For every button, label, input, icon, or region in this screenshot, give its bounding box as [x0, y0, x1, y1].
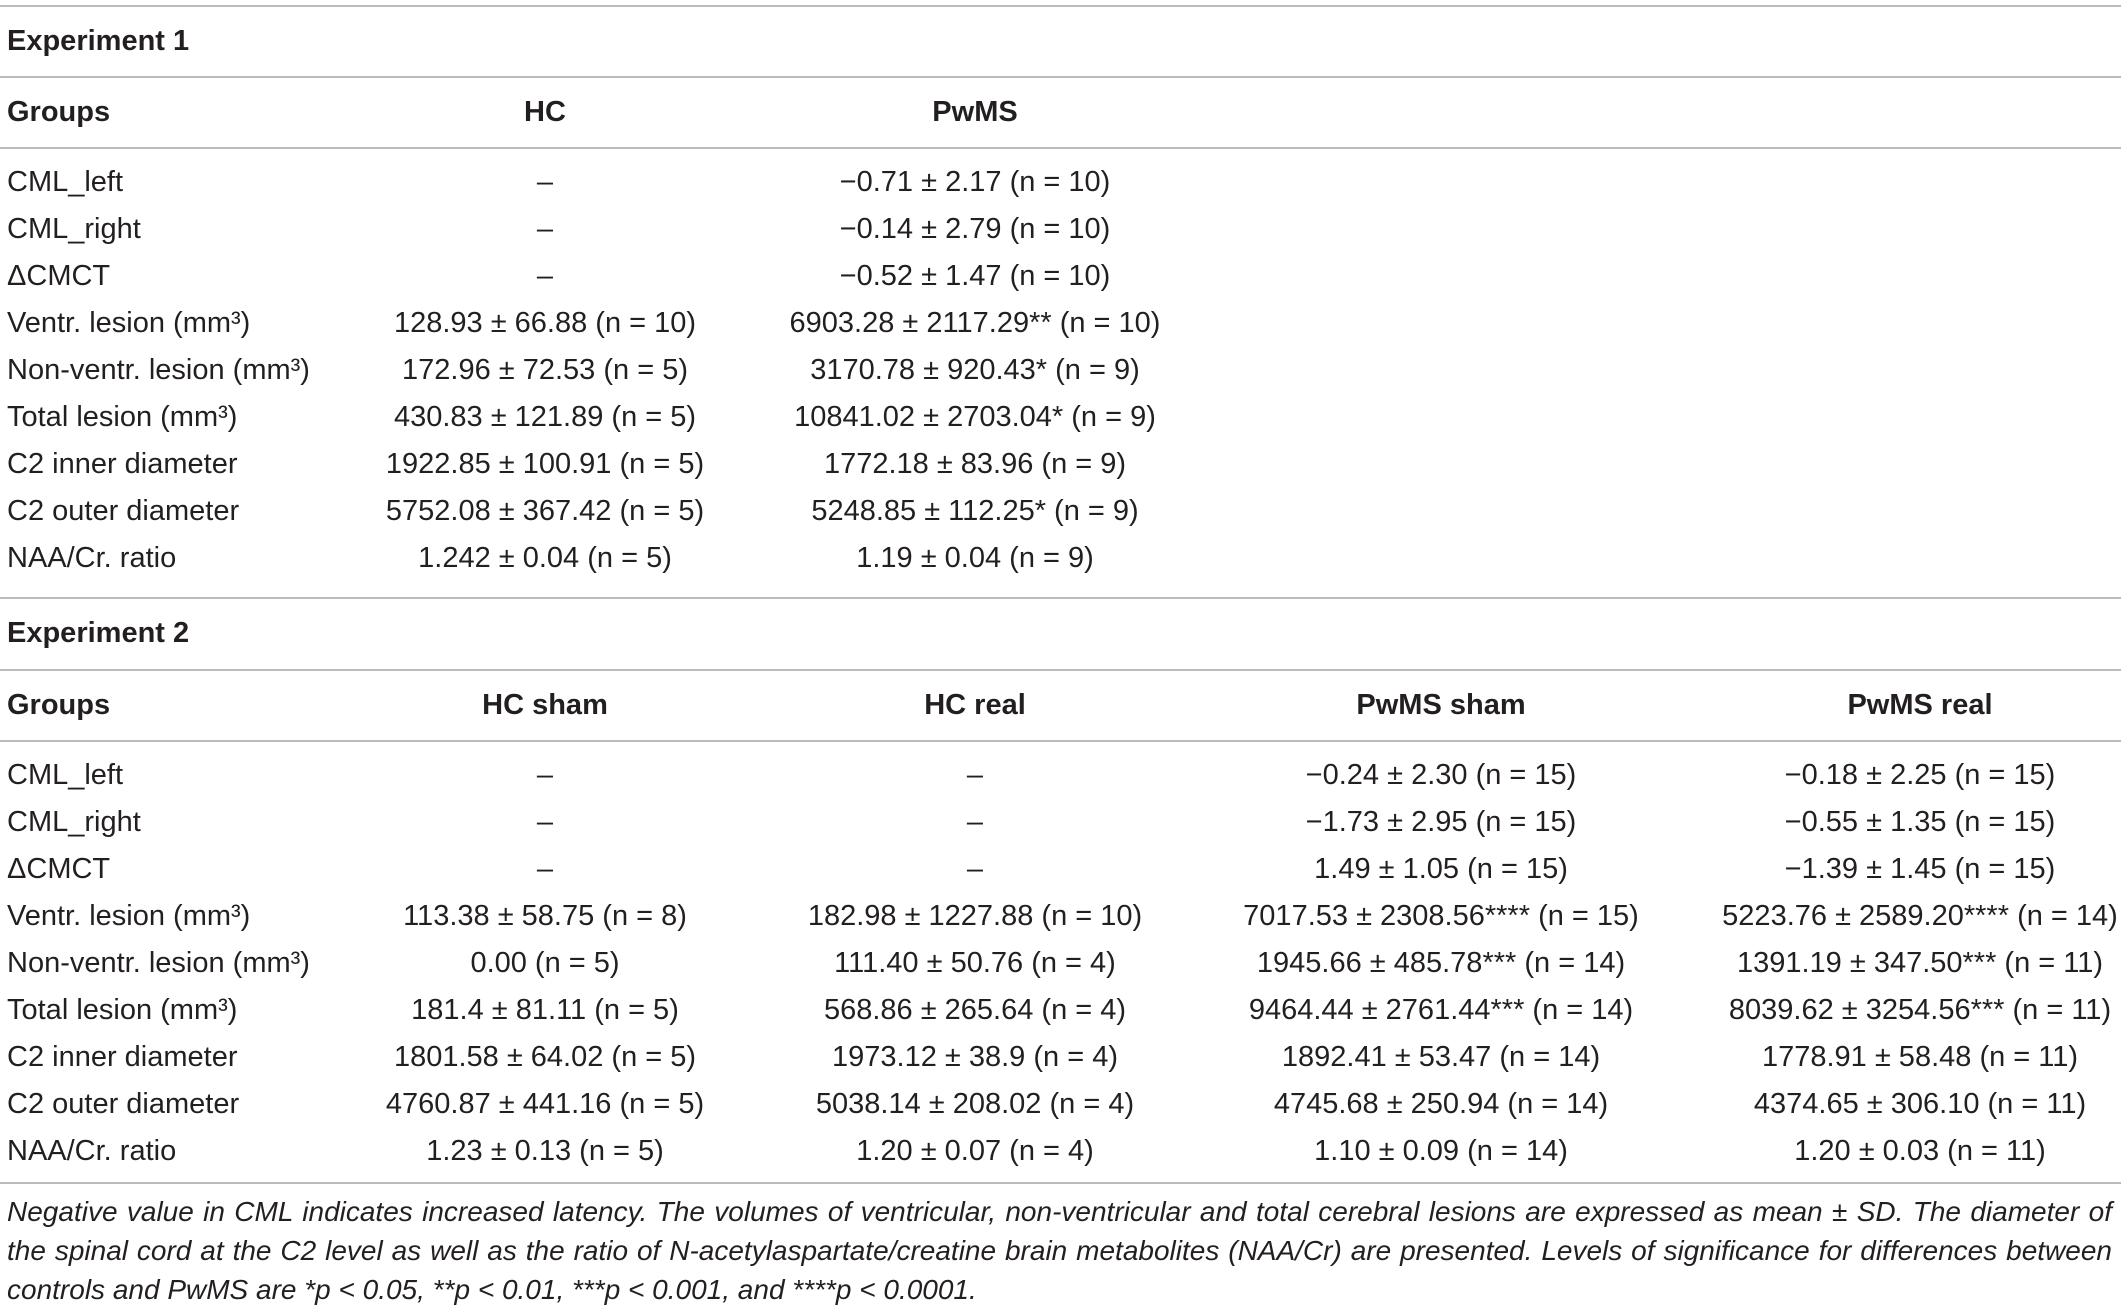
table-row [0, 1081, 2121, 1128]
table-row [0, 1128, 2121, 1175]
header-groups: Groups [7, 689, 111, 721]
cell-hc-real: 568.86 ± 265.64 (n = 4) [823, 994, 1127, 1026]
cell-hc-sham: 0.00 (n = 5) [470, 947, 620, 979]
cell-hc-sham: 181.4 ± 81.11 (n = 5) [411, 994, 679, 1026]
cell-pwms: 10841.02 ± 2703.04* (n = 9) [794, 401, 1156, 433]
cell-pwms-real: −0.55 ± 1.35 (n = 15) [1784, 806, 2056, 838]
cell-hc-real: 5038.14 ± 208.02 (n = 4) [815, 1088, 1135, 1120]
table-row [0, 488, 2121, 535]
cell-hc: – [536, 213, 554, 245]
cell-hc-real: – [966, 759, 984, 791]
cell-hc-sham: 1801.58 ± 64.02 (n = 5) [393, 1041, 697, 1073]
cell-hc-sham: – [536, 759, 554, 791]
table-row [0, 1034, 2121, 1081]
cell-hc-real: – [966, 806, 984, 838]
table-bottom-rule [0, 1182, 2121, 1184]
cell-hc-sham: 113.38 ± 58.75 (n = 8) [403, 900, 687, 932]
experiment1-title-rule [0, 76, 2121, 78]
cell-hc: – [536, 166, 554, 198]
cell-hc-real: 1.20 ± 0.07 (n = 4) [856, 1135, 1094, 1167]
table-row [0, 206, 2121, 253]
table-row [0, 940, 2121, 987]
table-row [0, 441, 2121, 488]
cell-hc-real: 111.40 ± 50.76 (n = 4) [834, 947, 1116, 979]
cell-hc-sham: 4760.87 ± 441.16 (n = 5) [385, 1088, 705, 1120]
row-label: C2 inner diameter [7, 448, 238, 480]
header-hc-sham: HC sham [482, 689, 608, 721]
experiment2-title: Experiment 2 [7, 617, 190, 649]
header-pwms-real: PwMS real [1847, 689, 1993, 721]
cell-hc-sham: 1.23 ± 0.13 (n = 5) [426, 1135, 664, 1167]
row-label: C2 inner diameter [7, 1041, 238, 1073]
header-pwms-sham: PwMS sham [1356, 689, 1526, 721]
cell-pwms: 1.19 ± 0.04 (n = 9) [856, 542, 1094, 574]
table-row [0, 535, 2121, 582]
row-label: C2 outer diameter [7, 495, 240, 527]
table-row [0, 846, 2121, 893]
cell-hc: 1.242 ± 0.04 (n = 5) [418, 542, 672, 574]
cell-pwms-sham: 7017.53 ± 2308.56**** (n = 15) [1243, 900, 1639, 932]
row-label: ΔCMCT [7, 260, 111, 292]
cell-hc: 172.96 ± 72.53 (n = 5) [402, 354, 688, 386]
table-footnote: Negative value in CML indicates increased latency. The volumes of ventricular, non-ventricular and total cerebral lesions are expressed as mean ± SD. The diameter of the spinal cord at the C2 level as well as the ratio of N-acetylaspartate/creatine brain metabolites (NAA/Cr) are presented. Levels of significance for differences between controls and PwMS are *p < 0.05, **p < 0.01, ***p < 0.001, and ****p < 0.0001. [7, 1196, 2112, 1305]
experiment2-header-row [0, 682, 2121, 729]
cell-hc-real: 1973.12 ± 38.9 (n = 4) [832, 1041, 1118, 1073]
table-top-rule [0, 5, 2121, 7]
experiment2-header-rule [0, 740, 2121, 742]
cell-pwms-real: 5223.76 ± 2589.20**** (n = 14) [1722, 900, 2118, 932]
cell-pwms: −0.71 ± 2.17 (n = 10) [839, 166, 1111, 198]
row-label: NAA/Cr. ratio [7, 542, 177, 574]
cell-pwms-sham: −1.73 ± 2.95 (n = 15) [1305, 806, 1577, 838]
cell-pwms-sham: 9464.44 ± 2761.44*** (n = 14) [1248, 994, 1634, 1026]
experiment1-header-rule [0, 147, 2121, 149]
header-groups: Groups [7, 96, 111, 128]
row-label: Total lesion (mm³) [7, 401, 238, 433]
cell-pwms: 1772.18 ± 83.96 (n = 9) [823, 448, 1127, 480]
cell-pwms-real: 4374.65 ± 306.10 (n = 11) [1753, 1088, 2087, 1120]
row-label: Non-ventr. lesion (mm³) [7, 354, 310, 386]
row-label: CML_right [7, 806, 141, 838]
cell-pwms: 3170.78 ± 920.43* (n = 9) [810, 354, 1140, 386]
row-label: Non-ventr. lesion (mm³) [7, 947, 310, 979]
cell-pwms: 5248.85 ± 112.25* (n = 9) [811, 495, 1139, 527]
cell-pwms-real: 1778.91 ± 58.48 (n = 11) [1761, 1041, 2079, 1073]
table-row [0, 893, 2121, 940]
cell-pwms: 6903.28 ± 2117.29** (n = 10) [789, 307, 1161, 339]
cell-hc: 430.83 ± 121.89 (n = 5) [393, 401, 697, 433]
cell-pwms-real: −1.39 ± 1.45 (n = 15) [1784, 853, 2056, 885]
table-row [0, 253, 2121, 300]
header-hc: HC [524, 96, 566, 128]
cell-pwms-sham: 1.49 ± 1.05 (n = 15) [1314, 853, 1568, 885]
table-row [0, 347, 2121, 394]
table-row [0, 159, 2121, 206]
cell-pwms-sham: 1945.66 ± 485.78*** (n = 14) [1256, 947, 1626, 979]
experiment1-title: Experiment 1 [7, 25, 190, 57]
experiment2-top-rule [0, 597, 2121, 599]
header-hc-real: HC real [924, 689, 1026, 721]
table-row [0, 394, 2121, 441]
cell-hc: 1922.85 ± 100.91 (n = 5) [385, 448, 705, 480]
cell-hc-real: – [966, 853, 984, 885]
cell-hc: – [536, 260, 554, 292]
cell-hc: 128.93 ± 66.88 (n = 10) [393, 307, 697, 339]
table-row [0, 799, 2121, 846]
row-label: ΔCMCT [7, 853, 111, 885]
cell-pwms-real: −0.18 ± 2.25 (n = 15) [1784, 759, 2056, 791]
cell-pwms-sham: −0.24 ± 2.30 (n = 15) [1305, 759, 1577, 791]
row-label: C2 outer diameter [7, 1088, 240, 1120]
cell-pwms-sham: 1.10 ± 0.09 (n = 14) [1314, 1135, 1568, 1167]
experiment2-title-rule [0, 669, 2121, 671]
row-label: NAA/Cr. ratio [7, 1135, 177, 1167]
table-row [0, 752, 2121, 799]
experiment1-header-row [0, 89, 2121, 136]
table-row [0, 300, 2121, 347]
cell-pwms: −0.14 ± 2.79 (n = 10) [839, 213, 1111, 245]
cell-pwms-sham: 1892.41 ± 53.47 (n = 14) [1281, 1041, 1601, 1073]
row-label: Ventr. lesion (mm³) [7, 900, 251, 932]
cell-hc-sham: – [536, 853, 554, 885]
row-label: Total lesion (mm³) [7, 994, 238, 1026]
header-pwms: PwMS [932, 96, 1018, 128]
cell-pwms-real: 1391.19 ± 347.50*** (n = 11) [1736, 947, 2104, 979]
row-label: CML_left [7, 166, 124, 198]
table-row [0, 987, 2121, 1034]
row-label: CML_right [7, 213, 141, 245]
cell-pwms-sham: 4745.68 ± 250.94 (n = 14) [1273, 1088, 1609, 1120]
row-label: CML_left [7, 759, 124, 791]
cell-pwms-real: 1.20 ± 0.03 (n = 11) [1794, 1135, 2046, 1167]
cell-pwms-real: 8039.62 ± 3254.56*** (n = 11) [1728, 994, 2112, 1026]
cell-hc-sham: – [536, 806, 554, 838]
cell-pwms: −0.52 ± 1.47 (n = 10) [839, 260, 1111, 292]
cell-hc-real: 182.98 ± 1227.88 (n = 10) [807, 900, 1143, 932]
cell-hc: 5752.08 ± 367.42 (n = 5) [385, 495, 705, 527]
row-label: Ventr. lesion (mm³) [7, 307, 251, 339]
